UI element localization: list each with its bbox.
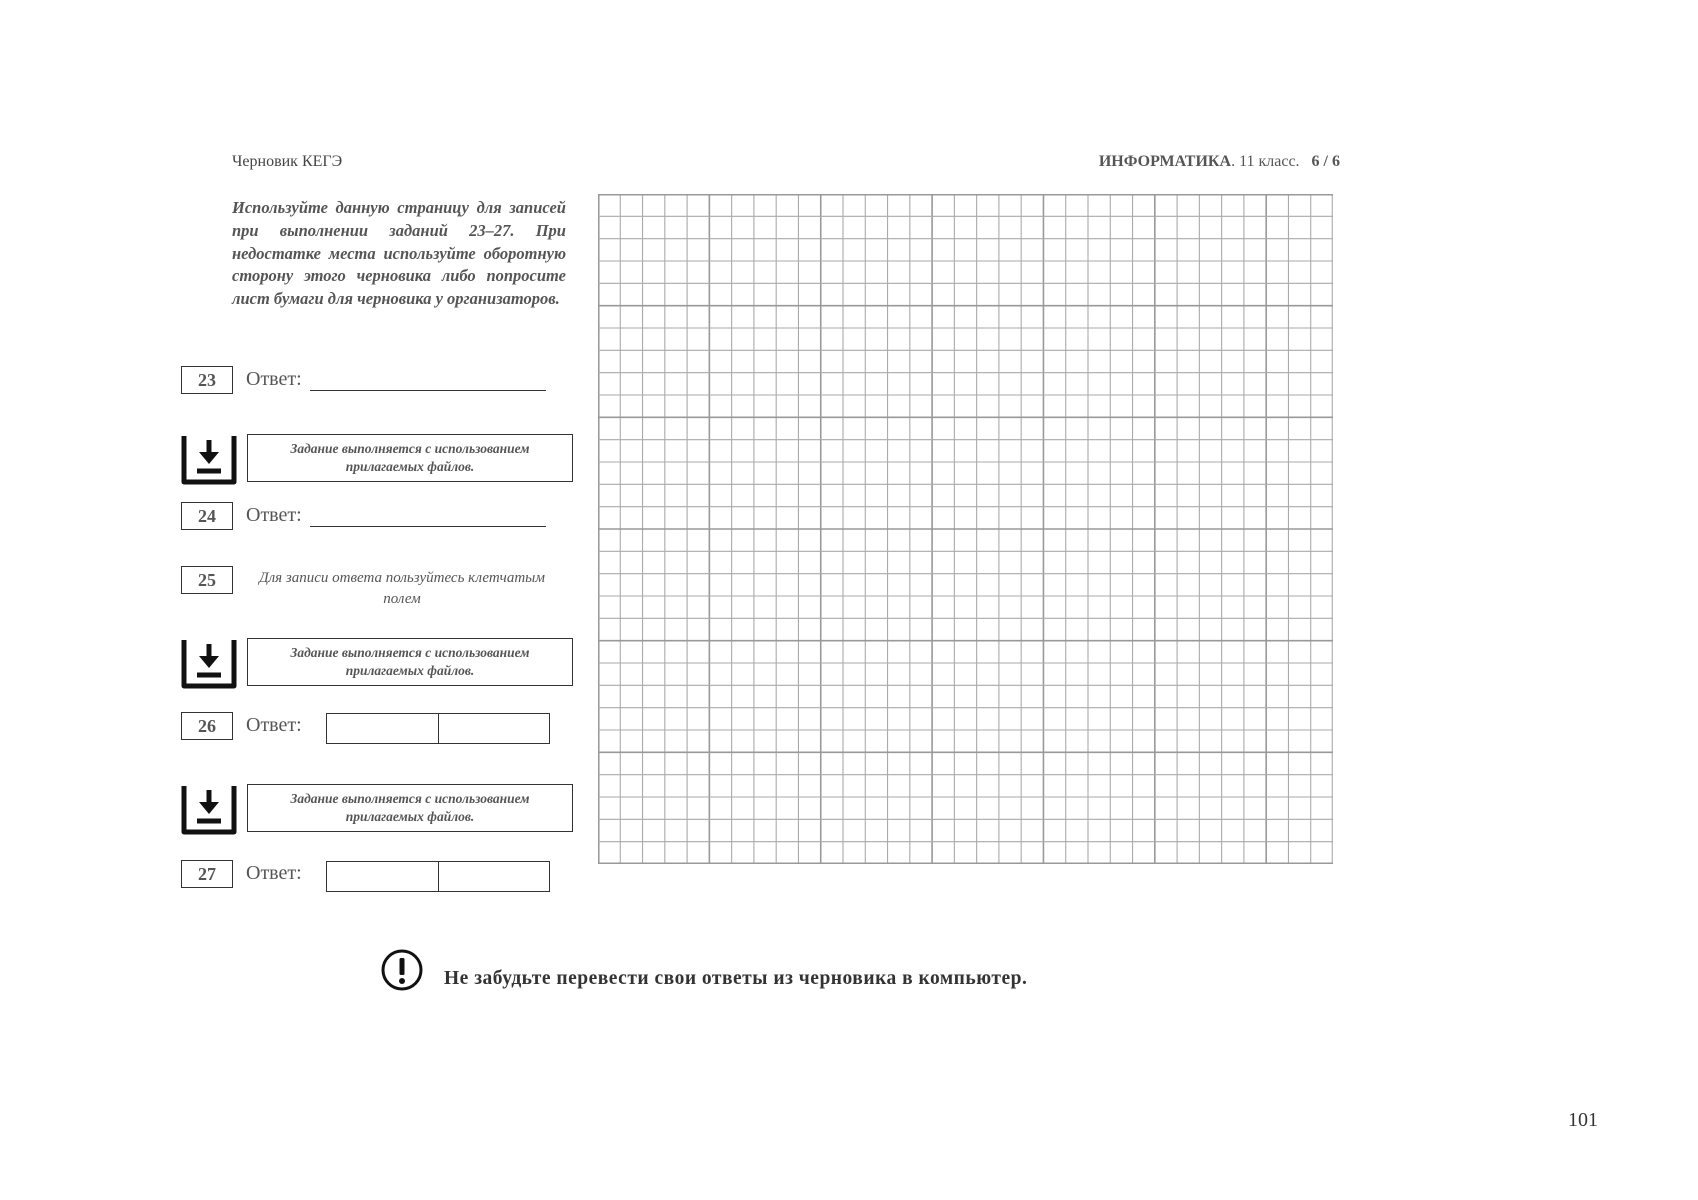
file-notice-box-2: Задание выполняется с использованием прилагаемых файлов. <box>247 638 573 686</box>
task-number-25: 25 <box>181 566 233 594</box>
task-number-23: 23 <box>181 366 233 394</box>
answer-cells-26[interactable] <box>326 713 550 744</box>
reminder-text: Не забудьте перевести свои ответы из черновика в компьютер. <box>444 968 1028 989</box>
task-number-24: 24 <box>181 502 233 530</box>
cell-divider <box>438 713 439 744</box>
header-page-counter: 6 / 6 <box>1311 153 1340 170</box>
header-grade: . 11 класс. <box>1231 153 1300 170</box>
squared-draft-grid[interactable] <box>598 194 1333 864</box>
answer-line-24[interactable] <box>310 526 546 527</box>
cell-divider <box>438 861 439 892</box>
answer-line-23[interactable] <box>310 390 546 391</box>
header-subject-name: ИНФОРМАТИКА <box>1098 153 1232 170</box>
answer-label-27: Ответ: <box>246 862 302 884</box>
task-number-27: 27 <box>181 860 233 888</box>
instruction-text: Используйте данную страницу для записей при выполнении заданий 23–27. При недостатке места используйте оборотную сторону этого черновика либо попросите лист бумаги для черновика у организаторов. <box>232 198 566 309</box>
grid-answer-note: Для записи ответа пользуйтесь клетчатым полем <box>259 570 545 607</box>
answer-label-26: Ответ: <box>246 714 302 736</box>
attached-file-icon <box>180 782 238 836</box>
attached-file-icon <box>180 636 238 690</box>
file-notice-box-3: Задание выполняется с использованием прилагаемых файлов. <box>247 784 573 832</box>
header-draft-title: Черновик КЕГЭ <box>232 153 343 170</box>
answer-cells-27[interactable] <box>326 861 550 892</box>
task-number-26: 26 <box>181 712 233 740</box>
file-notice-box-1: Задание выполняется с использованием прилагаемых файлов. <box>247 434 573 482</box>
answer-label-24: Ответ: <box>246 504 302 526</box>
header-subject <box>1000 153 1340 171</box>
answer-label-23: Ответ: <box>246 368 302 390</box>
page-number: 101 <box>1568 1109 1598 1131</box>
exclamation-icon <box>380 948 424 992</box>
attached-file-icon <box>180 432 238 486</box>
